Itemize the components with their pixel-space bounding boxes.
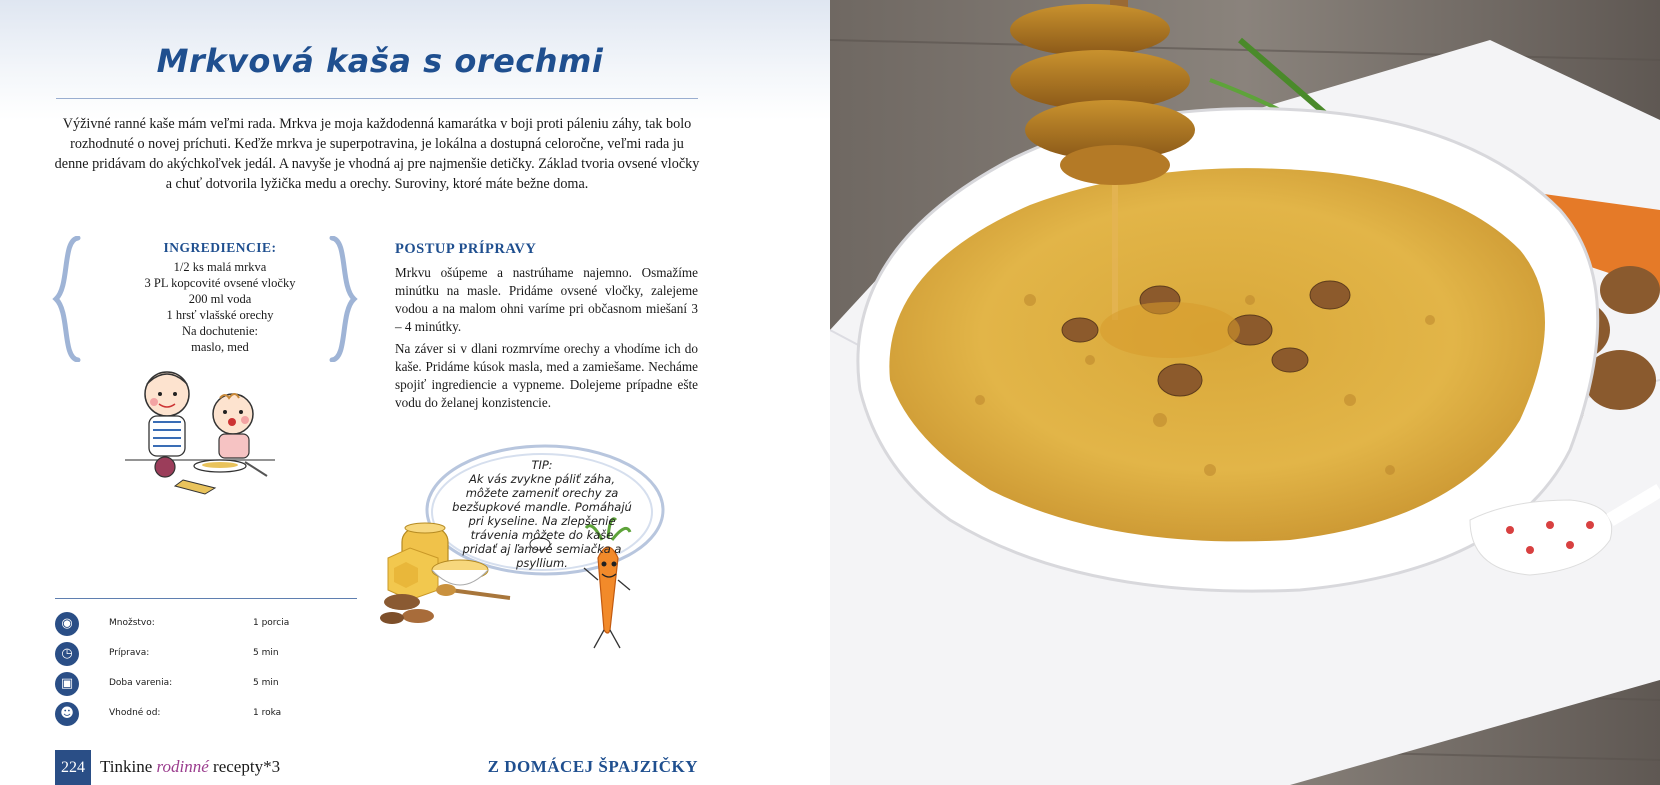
- plate-icon: ◉: [55, 612, 79, 636]
- procedure-step: Na záver si v dlani rozmrvíme orechy a vhodíme ich do kaše. Pridáme kúsok masla, med a zamiešame. Necháme spojiť ingrediencie a vypneme. Dolejeme prípadne ešte vodu do želanej konzistencie.: [395, 341, 698, 410]
- stat-row-age: [55, 702, 357, 732]
- ingredient-item: 1 hrsť vlašské orechy: [166, 308, 274, 322]
- stat-label: Množstvo:: [109, 618, 155, 628]
- page-number: 224: [55, 750, 91, 785]
- tip-label: TIP:: [531, 458, 553, 472]
- book-series-title: [100, 757, 280, 777]
- stat-value: 1 roka: [253, 708, 282, 718]
- kids-eating-illustration: [125, 362, 290, 512]
- ingredient-item: maslo, med: [191, 340, 249, 354]
- right-brace-icon: [328, 236, 358, 362]
- porridge-photo: [830, 0, 1660, 785]
- stat-row-prep: [55, 642, 357, 672]
- timer-icon: ◷: [55, 642, 79, 666]
- ingredient-item: 200 ml voda: [188, 292, 252, 306]
- stat-label: Doba varenia:: [109, 678, 173, 688]
- stat-label: Vhodné od:: [109, 708, 161, 718]
- left-brace-icon: [52, 236, 82, 362]
- baby-icon: ☻: [55, 702, 79, 726]
- stat-row-amount: [55, 612, 357, 642]
- stat-value: 5 min: [253, 678, 279, 688]
- porridge-photo-image: [830, 0, 1660, 785]
- stat-label: Príprava:: [109, 648, 150, 658]
- ingredients-list: [110, 240, 330, 355]
- ingredient-item: 1/2 ks malá mrkva: [173, 260, 267, 274]
- section-name: Z DOMÁCEJ ŠPAJZIČKY: [487, 757, 698, 776]
- tip-text-box: [452, 458, 632, 570]
- oven-icon: ▣: [55, 672, 79, 696]
- procedure-section: [395, 240, 698, 416]
- series-suffix: recepty*3: [213, 757, 281, 776]
- procedure-heading: POSTUP PRÍPRAVY: [395, 241, 537, 257]
- series-italic: rodinné: [156, 757, 209, 776]
- stat-value: 5 min: [253, 648, 279, 658]
- stat-value: 1 porcia: [253, 618, 290, 628]
- tip-body: Ak vás zvykne páliť záha, môžete zameniť orechy za bezšupkové mandle. Pomáhajú pri kyseline. Na zlepšenie trávenia môžete do kaše pridať aj ľanové semiačka a psyllium.: [452, 472, 632, 570]
- intro-paragraph: Výživné ranné kaše mám veľmi rada. Mrkva je moja každodenná kamarátka v boji proti páleniu záhy, tak bolo rozhodnuté o novej príchuti. Keďže mrkva je superpotravina, je lokálna a dostupná celoročne, veľmi rada ju denne pridávam do akýchkoľvek jedál. A navyše je vhodná aj pre najmenšie detičky. Základ tvoria ovsené vločky a chuť dotvorila lyžička medu a orechy. Suroviny, ktoré máte bežne doma.: [54, 116, 700, 192]
- page-title: Mrkvová kaša s orechmi: [156, 42, 604, 80]
- title-divider: [56, 98, 698, 99]
- procedure-step: Mrkvu ošúpeme a nastrúhame najemno. Osmažíme minútku na masle. Pridáme ovsené vločky, zalejeme vodou a na malom ohni varíme pri občasnom miešaní 3 – 4 minútky.: [395, 265, 698, 334]
- recipe-stats: [55, 612, 357, 732]
- ingredient-item: Na dochutenie:: [181, 324, 258, 338]
- ingredients-heading: INGREDIENCIE:: [163, 240, 277, 255]
- series-prefix: Tinkine: [100, 757, 153, 776]
- stats-divider: [55, 598, 357, 599]
- ingredient-item: 3 PL kopcovité ovsené vločky: [144, 276, 296, 290]
- stat-row-cook: [55, 672, 357, 702]
